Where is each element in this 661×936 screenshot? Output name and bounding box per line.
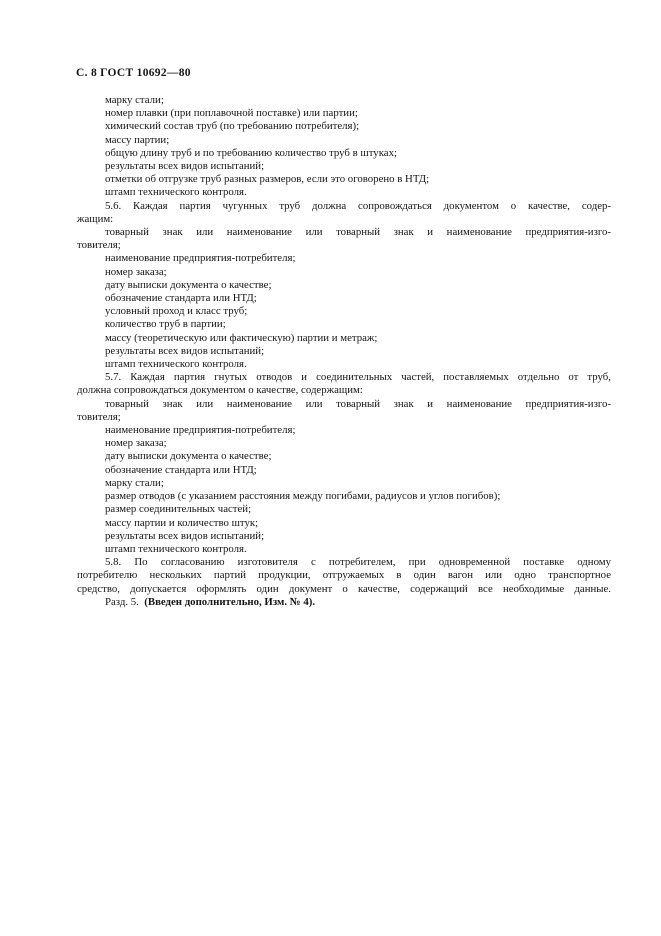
text-run: наименование предприятия-потребителя;: [105, 252, 296, 265]
text-line: [77, 358, 611, 371]
text-run: общую длину труб и по требованию количество труб в штуках;: [105, 146, 397, 159]
text-line: [77, 543, 611, 556]
bold-text-run: (Введен дополнительно, Изм. № 4).: [144, 595, 316, 608]
text-run: наименование предприятия-потребителя;: [105, 424, 296, 437]
text-run: размер соединительных частей;: [105, 503, 252, 516]
text-line: [77, 120, 611, 133]
text-line: [77, 200, 611, 213]
text-run: товителя;: [77, 410, 121, 423]
text-run: Разд. 5.: [105, 595, 145, 608]
text-run: штамп технического контроля.: [105, 186, 247, 199]
text-line: [77, 530, 611, 543]
text-run: 5.7. Каждая партия гнутых отводов и соединительных частей, поставляемых отдельно от труб,: [105, 371, 611, 384]
text-line: [77, 371, 611, 384]
text-run: отметки об отгрузке труб разных размеров, если это оговорено в НТД;: [105, 173, 430, 186]
text-line: [77, 384, 611, 397]
text-run: дату выписки документа о качестве;: [105, 450, 272, 463]
text-run: обозначение стандарта или НТД;: [105, 463, 257, 476]
text-line: [77, 424, 611, 437]
text-line: [77, 239, 611, 252]
text-run: должна сопровождаться документом о качестве, содержащим:: [77, 384, 363, 397]
text-line: [77, 134, 611, 147]
text-line: [77, 160, 611, 173]
text-line: [77, 266, 611, 279]
text-run: штамп технического контроля.: [105, 358, 247, 371]
text-run: результаты всех видов испытаний;: [105, 160, 265, 173]
text-run: количество труб в партии;: [105, 318, 226, 331]
text-run: массу (теоретическую или фактическую) партии и метраж;: [105, 331, 378, 344]
text-line: [77, 503, 611, 516]
text-run: штамп технического контроля.: [105, 542, 247, 555]
text-run: номер плавки (при поплавочной поставке) или партии;: [105, 107, 358, 120]
text-line: [77, 213, 611, 226]
page-header: С. 8 ГОСТ 10692—80: [76, 67, 191, 79]
text-line: [77, 173, 611, 186]
text-run: марку стали;: [105, 476, 164, 489]
text-run: номер заказа;: [105, 265, 167, 278]
text-run: товарный знак или наименование или товарный знак и наименование предприятия-изго-: [105, 226, 611, 239]
text-run: химический состав труб (по требованию потребителя);: [105, 120, 360, 133]
text-line: [77, 226, 611, 239]
text-line: [77, 292, 611, 305]
document-body: [77, 94, 611, 609]
text-run: 5.8. По согласованию изготовителя с потребителем, при одновременной поставке одному: [105, 556, 611, 569]
text-line: [77, 450, 611, 463]
text-run: марку стали;: [105, 94, 164, 106]
text-line: [77, 252, 611, 265]
text-run: обозначение стандарта или НТД;: [105, 292, 257, 305]
text-run: 5.6. Каждая партия чугунных труб должна сопровождаться документом о качестве, содер-: [105, 199, 611, 212]
text-line: [77, 398, 611, 411]
text-run: номер заказа;: [105, 437, 167, 450]
text-line: [77, 279, 611, 292]
text-line: [77, 318, 611, 331]
text-run: дату выписки документа о качестве;: [105, 278, 272, 291]
text-run: результаты всех видов испытаний;: [105, 344, 265, 357]
text-line: [77, 517, 611, 530]
text-run: результаты всех видов испытаний;: [105, 529, 265, 542]
text-line: [77, 107, 611, 120]
text-run: массу партии и количество штук;: [105, 516, 259, 529]
text-run: товарный знак или наименование или товарный знак и наименование предприятия-изго-: [105, 397, 611, 410]
text-line: [77, 186, 611, 199]
text-run: жащим:: [77, 212, 114, 225]
text-run: потребителю нескольких партий продукции, отгружаемых в один вагон или одно транспортное: [77, 569, 611, 582]
text-line: [77, 490, 611, 503]
text-run: условный проход и класс труб;: [105, 305, 248, 318]
text-line: [77, 94, 611, 107]
text-line: [77, 464, 611, 477]
text-line: [77, 332, 611, 345]
text-line: [77, 556, 611, 569]
text-run: размер отводов (с указанием расстояния между погибами, радиусов и углов погибов);: [105, 490, 501, 503]
text-line: [77, 569, 611, 582]
text-line: [77, 305, 611, 318]
text-line: [77, 345, 611, 358]
text-line: [77, 583, 611, 596]
text-line: [77, 147, 611, 160]
text-run: массу партии;: [105, 133, 170, 146]
text-line: [77, 477, 611, 490]
text-run: средство, допускается оформлять один документ о качестве, содержащий все необходимые данные.: [77, 582, 611, 595]
text-line: [77, 596, 611, 609]
text-line: [77, 437, 611, 450]
text-run: товителя;: [77, 239, 121, 252]
text-line: [77, 411, 611, 424]
